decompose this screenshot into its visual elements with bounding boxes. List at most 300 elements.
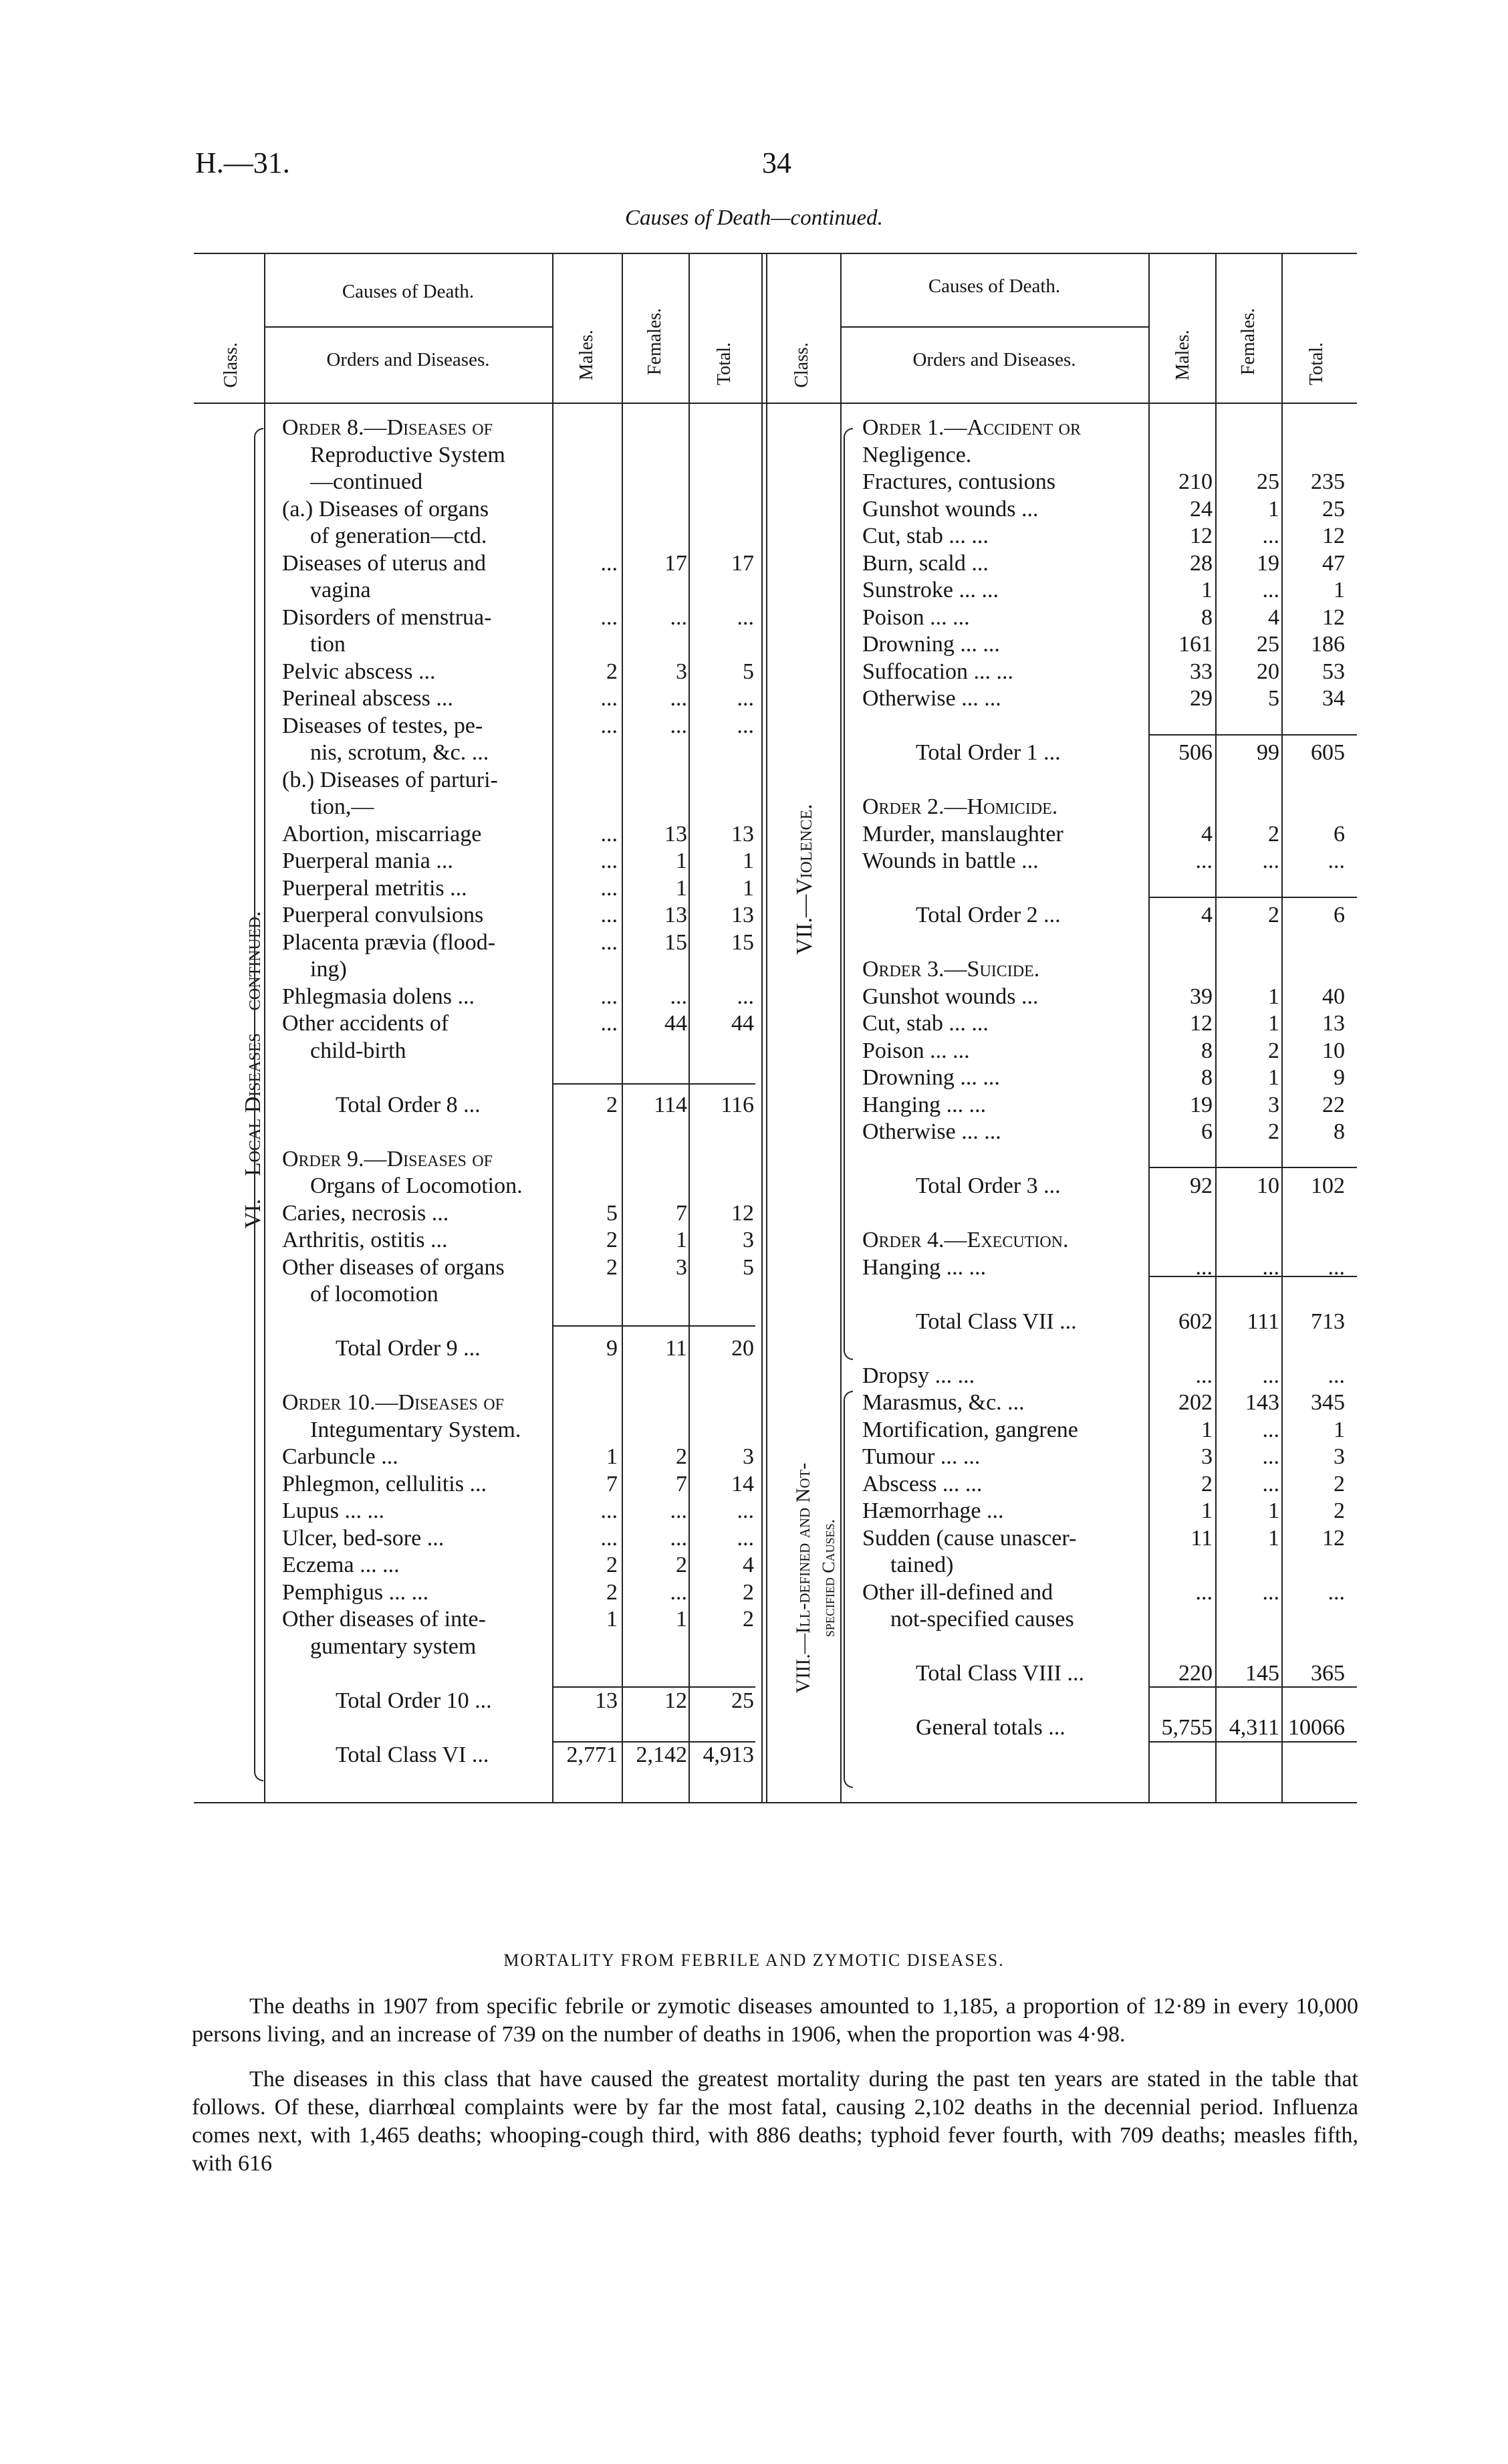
males-value: 7: [606, 1471, 618, 1496]
males-value: 2,771: [566, 1742, 618, 1767]
males-value: ...: [1195, 1254, 1213, 1280]
total-value: 365: [1311, 1661, 1345, 1686]
total-value: 15: [731, 929, 754, 955]
males-value: 5,755: [1161, 1715, 1213, 1740]
row-label: Lupus ... ...: [282, 1498, 384, 1523]
males-value: 506: [1178, 740, 1213, 765]
females-value: 2,142: [636, 1742, 687, 1767]
table-row: [282, 713, 757, 740]
males-value: 92: [1190, 1173, 1213, 1198]
table-row: [282, 1309, 757, 1336]
females-value: 99: [1257, 740, 1279, 765]
col-orders-left: Orders and Diseases.: [326, 349, 490, 370]
table-row: [862, 1010, 1357, 1038]
males-value: 2: [606, 659, 618, 684]
females-value: 1: [1268, 496, 1279, 522]
total-value: 10066: [1288, 1715, 1345, 1740]
total-value: 53: [1322, 659, 1345, 684]
males-value: ...: [600, 604, 618, 630]
row-label: Ulcer, bed-sore ...: [282, 1525, 445, 1551]
females-value: 44: [664, 1011, 687, 1036]
females-value: 1: [676, 1607, 687, 1632]
table-row: [862, 442, 1357, 469]
row-label: Total Class VIII ...: [916, 1661, 1084, 1686]
males-value: ...: [600, 875, 618, 901]
females-value: ...: [1262, 1254, 1279, 1280]
table-row: [282, 1254, 757, 1282]
total-value: 345: [1311, 1390, 1345, 1415]
table-row: [862, 1254, 1357, 1282]
females-value: 4,311: [1229, 1715, 1279, 1740]
males-value: 602: [1178, 1309, 1213, 1334]
table-row: [282, 1065, 757, 1092]
total-value: 20: [731, 1336, 754, 1361]
row-label: Puerperal metritis ...: [282, 875, 467, 901]
row-label: Wounds in battle ...: [862, 849, 1039, 873]
total-value: 13: [1322, 1011, 1345, 1036]
class-label-viii-line2: specified Causes.: [819, 1519, 838, 1638]
table-row: [862, 604, 1357, 632]
males-value: 4: [1201, 903, 1213, 927]
total-value: 116: [721, 1092, 754, 1117]
row-label: tained): [890, 1553, 954, 1577]
males-value: 33: [1190, 659, 1213, 684]
row-label: Order 9.—Diseases of: [282, 1146, 493, 1171]
table-row: [282, 984, 757, 1011]
total-value: 12: [731, 1200, 754, 1226]
males-value: 8: [1201, 1065, 1213, 1090]
females-value: ...: [670, 984, 687, 1009]
males-value: 1: [606, 1444, 618, 1469]
males-value: 202: [1178, 1390, 1213, 1415]
table-row: [282, 523, 757, 550]
row-label: Total Order 9 ...: [336, 1336, 481, 1361]
row-label: Order 1.—Accident or: [862, 415, 1081, 440]
table-row: [282, 415, 757, 442]
females-value: 13: [664, 903, 687, 927]
total-value: ...: [737, 713, 754, 738]
table-row: [862, 902, 1357, 929]
table-row: [282, 929, 757, 957]
males-value: ...: [600, 1011, 618, 1036]
row-label: Carbuncle ...: [282, 1444, 398, 1469]
table-row: [862, 1525, 1357, 1553]
col-class-right: Class.: [791, 342, 812, 388]
text-paragraphs: [192, 1993, 1358, 2178]
males-value: 1: [606, 1607, 618, 1632]
row-label: Dropsy ... ...: [862, 1363, 975, 1388]
table-row: [862, 1038, 1357, 1065]
table-row: [282, 1010, 757, 1038]
table-row: [282, 740, 757, 767]
total-value: ...: [737, 686, 754, 711]
row-label: (b.) Diseases of parturi-: [282, 767, 498, 792]
row-label: Gunshot wounds ...: [862, 984, 1039, 1009]
row-label: Other accidents of: [282, 1011, 449, 1036]
females-value: 1: [1268, 1525, 1279, 1551]
row-label: Hæmorrhage ...: [862, 1498, 1004, 1523]
row-label: Reproductive System: [310, 442, 505, 467]
males-value: 2: [1201, 1471, 1213, 1496]
males-value: 28: [1190, 550, 1213, 576]
table-row: [862, 956, 1357, 984]
row-label: Other diseases of organs: [282, 1254, 505, 1280]
table-row: [862, 1417, 1357, 1444]
row-label: Total Order 3 ...: [916, 1173, 1061, 1198]
table-row: [862, 1335, 1357, 1363]
table-row: [862, 767, 1357, 794]
row-label: Diseases of uterus and: [282, 550, 486, 576]
total-value: ...: [1328, 1254, 1345, 1280]
total-value: 1: [743, 849, 754, 873]
total-value: 3: [743, 1444, 754, 1469]
females-value: 1: [1268, 1498, 1279, 1523]
section-heading: MORTALITY FROM FEBRILE AND ZYMOTIC DISEASES.: [503, 1950, 1005, 1970]
total-value: 2: [743, 1579, 754, 1605]
females-value: ...: [670, 1498, 687, 1523]
table-row: [282, 1417, 757, 1444]
table-row: [282, 1525, 757, 1553]
females-value: 10: [1257, 1173, 1279, 1198]
males-value: ...: [600, 1498, 618, 1523]
males-value: 2: [606, 1254, 618, 1280]
table-row: [862, 984, 1357, 1011]
row-label: Order 10.—Diseases of: [282, 1390, 504, 1415]
females-value: ...: [1262, 1579, 1279, 1605]
males-value: ...: [1195, 849, 1213, 873]
row-label: Gunshot wounds ...: [862, 496, 1039, 522]
table-row: [282, 1146, 757, 1173]
females-value: 111: [1247, 1309, 1279, 1334]
table-row: [862, 496, 1357, 524]
table-top-rule: [194, 253, 1357, 254]
table-row: [862, 415, 1357, 442]
table-row: [282, 1660, 757, 1688]
table-header-rule: [194, 403, 1357, 404]
row-label: Pelvic abscess ...: [282, 659, 436, 684]
row-label: Order 8.—Diseases of: [282, 415, 493, 440]
row-label: Order 3.—Suicide.: [862, 957, 1040, 982]
total-value: 1: [1334, 1417, 1345, 1442]
col-causes-left: Causes of Death.: [342, 281, 475, 302]
females-value: 2: [1268, 903, 1279, 927]
row-label: Hanging ... ...: [862, 1092, 987, 1117]
row-label: Puerperal mania ...: [282, 849, 453, 873]
row-label: Total Class VII ...: [916, 1309, 1077, 1334]
col-males-right: Males.: [1172, 330, 1193, 380]
col-total-right: Total.: [1306, 342, 1327, 386]
table-row: [282, 848, 757, 875]
table-row: [282, 685, 757, 713]
table-row: [282, 821, 757, 849]
row-label: Perineal abscess ...: [282, 686, 453, 711]
table-row: [282, 1038, 757, 1065]
table-row: [862, 713, 1357, 740]
females-value: 1: [676, 849, 687, 873]
table-row: [282, 550, 757, 578]
row-label: Abortion, miscarriage: [282, 821, 482, 847]
females-value: 143: [1245, 1390, 1279, 1415]
females-value: ...: [670, 604, 687, 630]
row-label: Sudden (cause unascer-: [862, 1525, 1077, 1551]
table-row: [862, 577, 1357, 604]
females-value: 4: [1268, 604, 1279, 630]
table-row: [862, 1660, 1357, 1688]
table-row: [862, 1092, 1357, 1119]
brace-class-viii: [844, 1391, 853, 1788]
row-label: not-specified causes: [890, 1607, 1074, 1632]
table-row: [862, 1471, 1357, 1498]
page-number: 34: [762, 146, 791, 179]
males-value: ...: [600, 849, 618, 873]
table-row: [282, 1714, 757, 1742]
table-row: [862, 659, 1357, 686]
table-row: [282, 1688, 757, 1715]
males-value: 12: [1190, 1011, 1213, 1036]
males-value: ...: [600, 1525, 618, 1551]
total-value: 12: [1322, 524, 1345, 548]
males-value: 6: [1201, 1119, 1213, 1144]
males-value: ...: [600, 984, 618, 1009]
row-label: Order 4.—Execution.: [862, 1228, 1069, 1252]
table-row: [282, 767, 757, 794]
table-row: [282, 631, 757, 659]
males-value: 2: [606, 1228, 618, 1252]
table-row: [282, 469, 757, 496]
table-row: [862, 523, 1357, 550]
males-value: ...: [1195, 1579, 1213, 1605]
females-value: ...: [1262, 578, 1279, 602]
females-value: ...: [1262, 849, 1279, 873]
total-value: 22: [1322, 1092, 1345, 1117]
table-row: [862, 1173, 1357, 1200]
row-label: Otherwise ... ...: [862, 1119, 1001, 1144]
females-value: 7: [676, 1200, 687, 1226]
total-value: 4,913: [703, 1742, 754, 1767]
total-value: 13: [731, 821, 754, 847]
females-value: 20: [1257, 659, 1279, 684]
total-value: 25: [731, 1688, 754, 1713]
total-value: 235: [1311, 469, 1345, 494]
females-value: 2: [1268, 821, 1279, 847]
table-row: [862, 875, 1357, 903]
row-label: Murder, manslaughter: [862, 821, 1063, 847]
total-value: 102: [1311, 1173, 1345, 1198]
total-value: 2: [1334, 1471, 1345, 1496]
females-value: ...: [670, 686, 687, 711]
table-caption: Causes of Death—continued.: [625, 206, 883, 230]
table-row: [282, 577, 757, 604]
row-label: Abscess ... ...: [862, 1471, 983, 1496]
table-row: [282, 1471, 757, 1498]
females-value: 19: [1257, 550, 1279, 576]
total-value: ...: [1328, 1579, 1345, 1605]
row-label: Tumour ... ...: [862, 1444, 981, 1469]
table-row: [282, 1579, 757, 1607]
females-value: 13: [664, 821, 687, 847]
males-value: ...: [600, 550, 618, 576]
table-row: [282, 794, 757, 821]
row-label: Eczema ... ...: [282, 1553, 400, 1577]
table-row: [282, 1742, 757, 1769]
class-label-vi: VI.—Local Diseases—continued.: [241, 911, 265, 1229]
total-value: 10: [1322, 1038, 1345, 1063]
females-value: 11: [665, 1336, 687, 1361]
row-label: Order 2.—Homicide.: [862, 794, 1058, 819]
females-value: ...: [1262, 1363, 1279, 1388]
row-label: —continued: [310, 469, 423, 494]
right-table-body: [862, 415, 1357, 1742]
col-total-left: Total.: [714, 342, 735, 386]
row-label: Drowning ... ...: [862, 1065, 1000, 1090]
males-value: 13: [595, 1688, 618, 1713]
males-value: 11: [1190, 1525, 1213, 1551]
brace-class-vii: [844, 428, 853, 1360]
table-row: [862, 848, 1357, 875]
females-value: 25: [1257, 632, 1279, 657]
row-label: Other ill-defined and: [862, 1579, 1053, 1605]
col-orders-right: Orders and Diseases.: [912, 349, 1076, 370]
table-row: [282, 1634, 757, 1661]
col-causes-right: Causes of Death.: [928, 275, 1061, 297]
row-label: Burn, scald ...: [862, 550, 989, 576]
females-value: 12: [664, 1688, 687, 1713]
row-label: Mortification, gangrene: [862, 1417, 1078, 1442]
row-label: Arthritis, ostitis ...: [282, 1228, 448, 1252]
table-row: [862, 1146, 1357, 1173]
table-row: [862, 1119, 1357, 1146]
table-row: [282, 1173, 757, 1200]
males-value: 24: [1190, 496, 1213, 522]
total-value: 47: [1322, 550, 1345, 576]
males-value: ...: [600, 686, 618, 711]
total-value: ...: [737, 984, 754, 1009]
paragraph-2: The diseases in this class that have caused the greatest mortality during the past ten years are stated in the table that follows. Of these, diarrhœal complaints were by far the most fatal, causing 2,102 deaths in the decennial period. Influenza comes next, with 1,465 deaths; whooping-cough third, with 886 deaths; typhoid fever fourth, with 709 deaths; measles fifth, with 616: [192, 2067, 1358, 2176]
males-value: 2: [606, 1553, 618, 1577]
row-label: (a.) Diseases of organs: [282, 496, 489, 522]
table-row: [282, 1389, 757, 1417]
males-value: ...: [600, 903, 618, 927]
row-label: Diseases of testes, pe-: [282, 713, 483, 738]
females-value: 2: [676, 1444, 687, 1469]
females-value: 5: [1268, 686, 1279, 711]
table-row: [862, 929, 1357, 957]
females-value: ...: [1262, 1417, 1279, 1442]
table-row: [862, 794, 1357, 821]
total-value: 40: [1322, 984, 1345, 1009]
left-table-body: [282, 415, 757, 1769]
table-row: [282, 1444, 757, 1471]
males-value: ...: [1195, 1363, 1213, 1388]
table-row: [282, 1227, 757, 1254]
table-row: [862, 1200, 1357, 1228]
total-value: 8: [1334, 1119, 1345, 1144]
row-label: Total Order 2 ...: [916, 903, 1061, 927]
table-row: [862, 469, 1357, 496]
row-label: Negligence.: [862, 442, 972, 467]
total-value: 34: [1322, 686, 1345, 711]
table-row: [282, 442, 757, 469]
total-value: 3: [743, 1228, 754, 1252]
document-code: H.—31.: [195, 146, 290, 179]
males-value: ...: [600, 713, 618, 738]
row-label: Total Order 8 ...: [336, 1092, 481, 1117]
total-value: 1: [1334, 578, 1345, 602]
table-row: [282, 1281, 757, 1309]
females-value: 2: [676, 1553, 687, 1577]
females-value: 1: [676, 875, 687, 901]
row-label: Otherwise ... ...: [862, 686, 1001, 711]
males-value: 12: [1190, 524, 1213, 548]
row-label: Pemphigus ... ...: [282, 1579, 429, 1605]
class-label-vii: VII.—Violence.: [792, 804, 817, 955]
row-label: of locomotion: [310, 1282, 438, 1307]
row-label: Sunstroke ... ...: [862, 578, 999, 602]
females-value: 3: [676, 659, 687, 684]
row-label: ing): [310, 957, 347, 982]
row-label: Total Order 1 ...: [916, 740, 1061, 765]
females-value: 1: [1268, 984, 1279, 1009]
row-label: vagina: [310, 578, 371, 602]
row-label: Cut, stab ... ...: [862, 1011, 989, 1036]
males-value: 3: [1201, 1444, 1213, 1469]
table-row: [862, 631, 1357, 659]
col-females-left: Females.: [644, 308, 665, 375]
row-label: nis, scrotum, &c. ...: [310, 740, 489, 765]
total-value: ...: [737, 604, 754, 630]
table-row: [862, 821, 1357, 849]
males-value: 8: [1201, 604, 1213, 630]
total-value: 4: [743, 1553, 754, 1577]
table-row: [282, 1092, 757, 1119]
females-value: ...: [1262, 524, 1279, 548]
class-label-viii-line1: VIII.—Ill-defined and Not-: [792, 1462, 814, 1694]
brace-class-vi: [254, 428, 263, 1781]
row-label: Disorders of menstrua-: [282, 604, 492, 630]
females-value: 7: [676, 1471, 687, 1496]
table-row: [862, 1688, 1357, 1715]
males-value: 2: [606, 1092, 618, 1117]
table-row: [862, 1552, 1357, 1579]
table-bottom-rule: [194, 1802, 1357, 1803]
males-value: 8: [1201, 1038, 1213, 1063]
row-label: Phlegmasia dolens ...: [282, 984, 475, 1009]
total-value: 3: [1334, 1444, 1345, 1469]
females-value: 3: [676, 1254, 687, 1280]
table-row: [862, 1309, 1357, 1336]
total-value: 713: [1311, 1309, 1345, 1334]
row-label: Integumentary System.: [310, 1417, 521, 1442]
total-value: 186: [1311, 632, 1345, 657]
males-value: 161: [1178, 632, 1213, 657]
col-females-right: Females.: [1238, 308, 1259, 375]
females-value: ...: [670, 1525, 687, 1551]
males-value: 2: [606, 1579, 618, 1605]
table-row: [862, 740, 1357, 767]
total-value: ...: [1328, 1363, 1345, 1388]
males-value: 1: [1201, 1417, 1213, 1442]
row-label: Caries, necrosis ...: [282, 1200, 449, 1226]
total-value: 13: [731, 903, 754, 927]
total-value: 6: [1334, 821, 1345, 847]
row-label: Placenta prævia (flood-: [282, 929, 496, 955]
males-value: 220: [1178, 1661, 1213, 1686]
females-value: 2: [1268, 1038, 1279, 1063]
females-value: 145: [1245, 1661, 1279, 1686]
total-value: 9: [1334, 1065, 1345, 1090]
table-row: [862, 1498, 1357, 1525]
males-value: 5: [606, 1200, 618, 1226]
